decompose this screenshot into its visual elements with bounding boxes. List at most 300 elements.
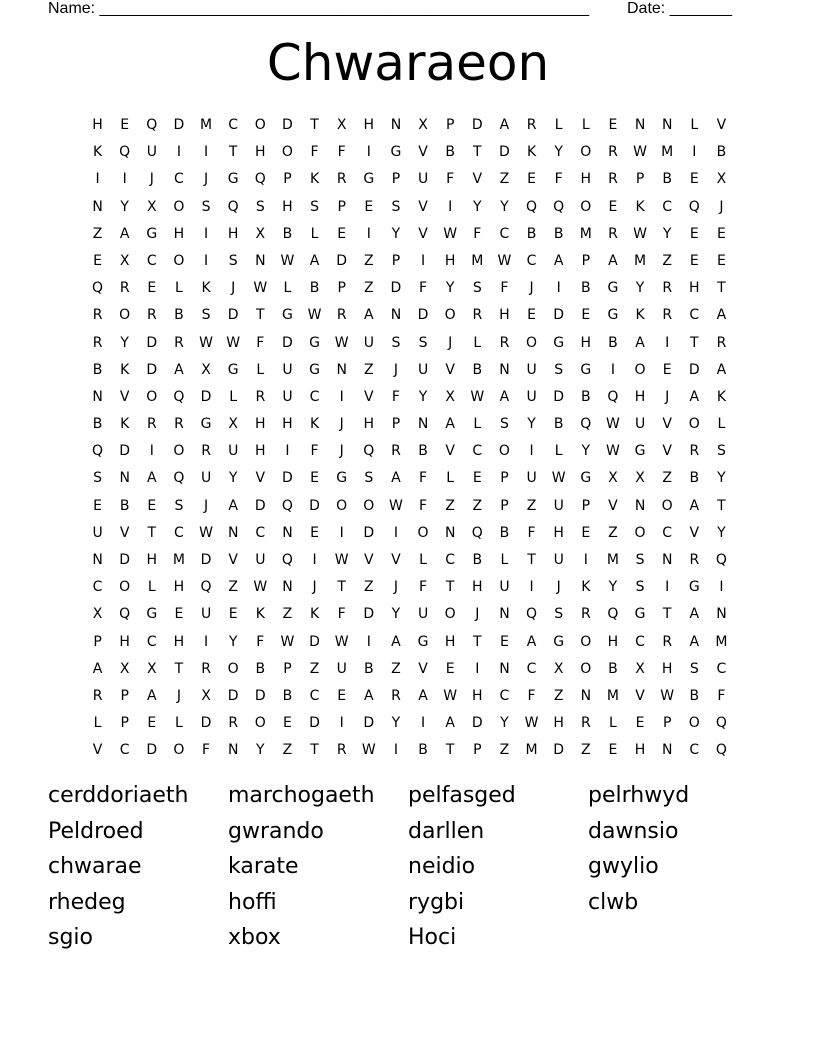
grid-letter: I [95,171,100,188]
grid-letter: L [283,280,292,297]
grid-letter: O [417,524,429,541]
grid-letter: H [689,280,700,297]
grid-row [84,493,735,520]
grid-letter: R [580,606,591,623]
grid-letter: U [526,361,537,378]
grid-letter: L [93,715,102,732]
grid-letter: V [255,470,266,487]
grid-letter: N [119,470,130,487]
grid-letter: I [583,552,588,568]
grid-letter: Z [662,470,672,487]
grid-letter: C [662,524,673,541]
grid-letter: Q [227,198,239,215]
grid-letter: I [420,252,426,269]
grid-letter: R [228,715,239,732]
grid-letter: Y [635,280,645,297]
grid-letter: M [525,742,538,759]
grid-letter: F [310,443,319,460]
grid-letter: A [309,252,320,269]
grid-letter: S [201,307,211,324]
grid-letter: G [580,470,592,487]
grid-letter: P [581,252,591,269]
grid-row [84,411,735,438]
grid-letter: A [364,687,374,704]
grid-letter: J [312,579,317,596]
word-bank-item: darllen [408,818,485,844]
grid-letter: L [500,552,509,568]
grid-letter: X [119,252,130,269]
grid-letter: Y [717,470,726,487]
grid-letter: Z [553,687,564,704]
grid-letter: X [336,117,347,133]
grid-letter: E [337,225,347,242]
grid-letter: X [553,660,564,677]
grid-letter: U [228,443,239,460]
grid-letter: I [475,660,480,677]
grid-letter: Q [607,606,619,623]
word-bank-item: neidio [408,854,476,879]
grid-letter: G [607,280,619,297]
grid-letter: D [471,117,483,133]
grid-letter: K [526,144,537,161]
grid-letter: Y [120,198,129,215]
grid-letter: A [716,307,727,324]
grid-letter: R [662,633,673,650]
grid-letter: V [92,742,103,759]
grid-letter: H [173,579,185,596]
grid-letter: U [417,361,429,378]
grid-letter: L [473,334,482,351]
grid-letter: U [417,171,429,188]
grid-letter: K [716,388,727,405]
grid-letter: Y [445,280,455,297]
grid-letter: Q [92,280,104,297]
grid-letter: V [364,388,374,405]
grid-letter: M [200,117,213,133]
grid-letter: E [689,252,699,269]
grid-row [84,438,735,465]
grid-letter: Y [473,198,482,215]
grid-letter: H [173,225,185,242]
grid-letter: K [309,416,320,433]
grid-letter: L [446,470,455,487]
grid-letter: Q [471,524,483,541]
grid-letter: V [418,198,428,215]
grid-letter: S [499,416,509,433]
grid-letter: E [228,606,238,623]
grid-letter: B [689,470,700,487]
grid-letter: P [337,280,346,297]
grid-letter: Y [391,715,401,732]
grid-letter: G [227,361,239,378]
grid-letter: N [716,606,727,623]
grid-letter: J [393,579,398,596]
grid-letter: O [173,252,185,269]
grid-letter: N [92,198,103,215]
grid-letter: H [553,524,564,541]
grid-letter: V [472,171,483,188]
grid-letter: F [473,225,482,242]
grid-letter: Z [282,742,293,759]
grid-letter: D [363,715,375,732]
grid-letter: R [526,117,537,133]
grid-letter: N [499,606,510,623]
grid-letter: D [200,715,212,732]
grid-letter: R [201,660,211,677]
grid-letter: E [635,715,645,732]
word-bank-item: hoffi [228,889,277,915]
grid-letter: E [500,633,509,650]
grid-letter: A [689,497,700,514]
grid-letter: H [634,742,646,759]
grid-letter: K [309,171,320,188]
grid-letter: P [635,171,645,188]
grid-letter: R [119,280,130,297]
grid-letter: E [689,225,699,242]
grid-letter: W [551,470,566,487]
word-bank-item: rhedeg [48,889,126,915]
grid-letter: W [199,524,213,541]
grid-letter: E [662,361,672,378]
grid-letter: W [334,552,349,568]
grid-letter: X [147,660,157,677]
grid-letter: R [174,334,184,351]
grid-letter: V [445,361,455,378]
grid-letter: O [173,198,185,215]
grid-letter: O [336,497,348,514]
grid-letter: Y [662,225,672,242]
grid-letter: F [500,280,509,297]
grid-letter: G [553,633,565,650]
grid-letter: L [717,416,726,433]
grid-letter: H [472,687,483,704]
grid-letter: I [122,171,127,188]
grid-letter: J [393,361,398,378]
grid-row [84,302,735,329]
grid-letter: E [717,225,726,242]
grid-letter: E [310,524,319,541]
grid-letter: D [363,606,375,623]
grid-letter: V [228,552,238,568]
grid-letter: H [661,660,673,677]
grid-row [84,683,735,710]
grid-letter: Y [608,579,618,596]
grid-letter: C [689,307,700,324]
grid-letter: G [390,144,402,161]
grid-letter: D [119,443,131,460]
grid-letter: Y [228,470,238,487]
grid-letter: V [608,497,618,514]
grid-letter: P [391,252,401,269]
grid-letter: I [149,443,154,460]
grid-letter: W [470,388,485,405]
grid-letter: O [498,443,510,460]
grid-letter: H [282,416,293,433]
grid-letter: N [417,416,429,433]
grid-letter: I [529,443,534,460]
grid-letter: Q [146,117,158,133]
grid-letter: B [174,307,184,324]
grid-letter: H [146,552,158,568]
grid-letter: T [473,144,482,161]
grid-letter: E [472,470,482,487]
grid-letter: H [363,416,375,433]
grid-letter: X [635,470,645,487]
grid-letter: X [119,660,130,677]
grid-letter: N [499,361,510,378]
grid-letter: O [363,497,375,514]
grid-letter: G [146,225,158,242]
grid-letter: O [688,416,700,433]
grid-letter: V [635,687,645,704]
grid-letter: A [174,361,184,378]
grid-letter: O [634,361,646,378]
word-bank-item: chwarae [48,854,142,879]
grid-letter: T [174,660,184,677]
grid-letter: K [120,416,130,433]
grid-letter: D [227,687,239,704]
grid-letter: Z [391,660,401,677]
grid-letter: D [309,633,320,650]
grid-letter: B [499,524,510,541]
grid-row [84,112,735,139]
word-bank-item: Peldroed [48,818,144,844]
grid-letter: I [420,715,426,732]
grid-letter: R [92,307,103,324]
grid-letter: C [309,687,320,704]
grid-letter: I [339,715,344,732]
grid-letter: O [254,117,266,133]
grid-letter: C [689,742,700,759]
grid-letter: R [146,416,157,433]
grid-letter: X [445,388,455,405]
grid-letter: H [444,252,456,269]
grid-letter: N [580,687,592,704]
grid-letter: A [553,252,564,269]
grid-letter: C [499,225,510,242]
grid-letter: F [256,334,265,351]
grid-letter: L [581,117,590,133]
grid-letter: C [526,252,537,269]
grid-letter: R [608,225,618,242]
grid-letter: M [661,144,674,161]
grid-letter: G [227,171,239,188]
grid-letter: B [526,225,537,242]
grid-letter: X [418,117,428,133]
grid-letter: Y [120,334,129,351]
grid-letter: V [662,416,672,433]
grid-letter: R [201,443,211,460]
grid-letter: C [662,198,673,215]
grid-letter: I [203,144,209,161]
grid-letter: D [417,307,429,324]
grid-letter: W [199,334,213,351]
grid-letter: V [445,443,455,460]
grid-letter: R [662,307,673,324]
grid-letter: C [635,633,645,650]
grid-letter: N [444,524,456,541]
grid-letter: I [312,552,317,568]
grid-letter: D [309,715,320,732]
grid-letter: T [310,117,319,133]
grid-letter: I [393,742,398,759]
grid-letter: R [391,443,401,460]
grid-letter: Y [256,742,265,759]
grid-letter: R [336,171,347,188]
grid-letter: E [527,171,536,188]
grid-row [84,656,735,683]
grid-letter: F [419,579,428,596]
grid-row [84,547,735,574]
grid-letter: P [120,687,129,704]
grid-letter: X [635,660,645,677]
grid-row [84,629,735,656]
grid-letter: K [92,144,103,161]
grid-letter: W [606,416,620,433]
grid-letter: H [580,334,592,351]
grid-letter: A [364,307,374,324]
grid-letter: Z [499,171,510,188]
grid-letter: E [608,742,618,759]
grid-letter: P [391,416,401,433]
grid-letter: R [391,687,401,704]
grid-letter: N [499,660,510,677]
grid-letter: O [119,579,131,596]
grid-letter: N [634,117,646,133]
grid-letter: H [553,715,564,732]
grid-row [84,520,735,547]
grid-letter: M [606,687,619,704]
grid-letter: O [173,443,185,460]
grid-letter: M [172,552,185,568]
grid-letter: K [309,606,320,623]
grid-letter: X [228,416,238,433]
grid-letter: A [689,633,700,650]
grid-letter: T [445,579,455,596]
grid-letter: Z [445,497,455,514]
grid-letter: D [336,252,348,269]
grid-letter: Q [715,715,727,732]
grid-letter: Q [173,470,185,487]
grid-letter: R [689,552,700,568]
grid-letter: J [203,171,209,188]
grid-letter: J [665,388,670,405]
grid-letter: Z [662,252,672,269]
grid-letter: I [366,144,371,161]
grid-letter: P [337,198,346,215]
grid-letter: E [147,280,157,297]
grid-letter: U [200,470,212,487]
grid-letter: U [200,606,212,623]
header-line [48,0,748,20]
grid-letter: O [634,524,646,541]
grid-letter: W [253,280,268,297]
grid-letter: T [445,742,455,759]
grid-letter: D [282,117,293,133]
grid-letter: D [282,470,293,487]
grid-letter: U [526,388,537,405]
grid-letter: U [417,606,429,623]
grid-row [84,574,735,601]
grid-letter: S [689,660,699,677]
grid-letter: B [364,660,374,677]
grid-letter: H [363,117,375,133]
grid-row [84,248,735,275]
grid-letter: P [283,660,292,677]
grid-letter: V [689,524,700,541]
grid-letter: G [363,171,375,188]
grid-letter: L [419,552,427,568]
word-bank-item: xbox [228,925,281,950]
grid-letter: L [256,361,265,378]
grid-letter: O [580,660,592,677]
grid-letter: U [526,470,537,487]
grid-letter: V [391,552,401,568]
grid-letter: Z [92,225,103,242]
grid-letter: Z [364,579,374,596]
grid-row [84,194,735,221]
grid-letter: M [579,225,592,242]
grid-letter: C [445,552,456,568]
grid-letter: Q [715,742,727,759]
grid-letter: E [337,687,347,704]
grid-letter: H [255,144,266,161]
grid-letter: W [361,742,376,759]
grid-letter: R [608,144,618,161]
grid-letter: Z [472,497,483,514]
date-field-label: Date: _______ [627,0,732,17]
grid-letter: N [227,524,239,541]
grid-letter: U [282,361,293,378]
grid-letter: N [390,307,402,324]
grid-letter: E [581,524,591,541]
grid-letter: W [334,334,349,351]
grid-letter: F [337,606,346,623]
grid-row [84,275,735,302]
grid-letter: X [716,171,727,188]
grid-letter: Q [553,198,565,215]
grid-letter: Y [500,715,509,732]
grid-letter: E [527,307,536,324]
grid-letter: R [336,307,347,324]
grid-letter: B [553,225,564,242]
grid-letter: I [556,280,561,297]
grid-letter: A [689,606,700,623]
grid-letter: R [662,280,673,297]
grid-letter: Q [526,198,538,215]
grid-letter: I [339,388,344,405]
grid-letter: V [119,388,130,405]
grid-letter: D [471,715,483,732]
grid-letter: R [689,443,700,460]
grid-letter: K [255,606,265,623]
word-bank-item: pelfasged [408,783,516,808]
grid-letter: T [256,307,265,324]
word-bank-item: karate [228,854,299,879]
grid-letter: S [472,280,482,297]
grid-letter: S [364,470,374,487]
grid-letter: R [255,388,266,405]
grid-letter: I [203,252,209,269]
grid-letter: E [120,117,130,133]
grid-letter: F [554,171,563,188]
grid-letter: H [580,171,592,188]
word-bank-item: dawnsio [588,818,679,844]
grid-letter: Z [608,524,618,541]
grid-letter: S [391,198,401,215]
grid-letter: P [581,497,591,514]
grid-letter: K [635,307,645,324]
